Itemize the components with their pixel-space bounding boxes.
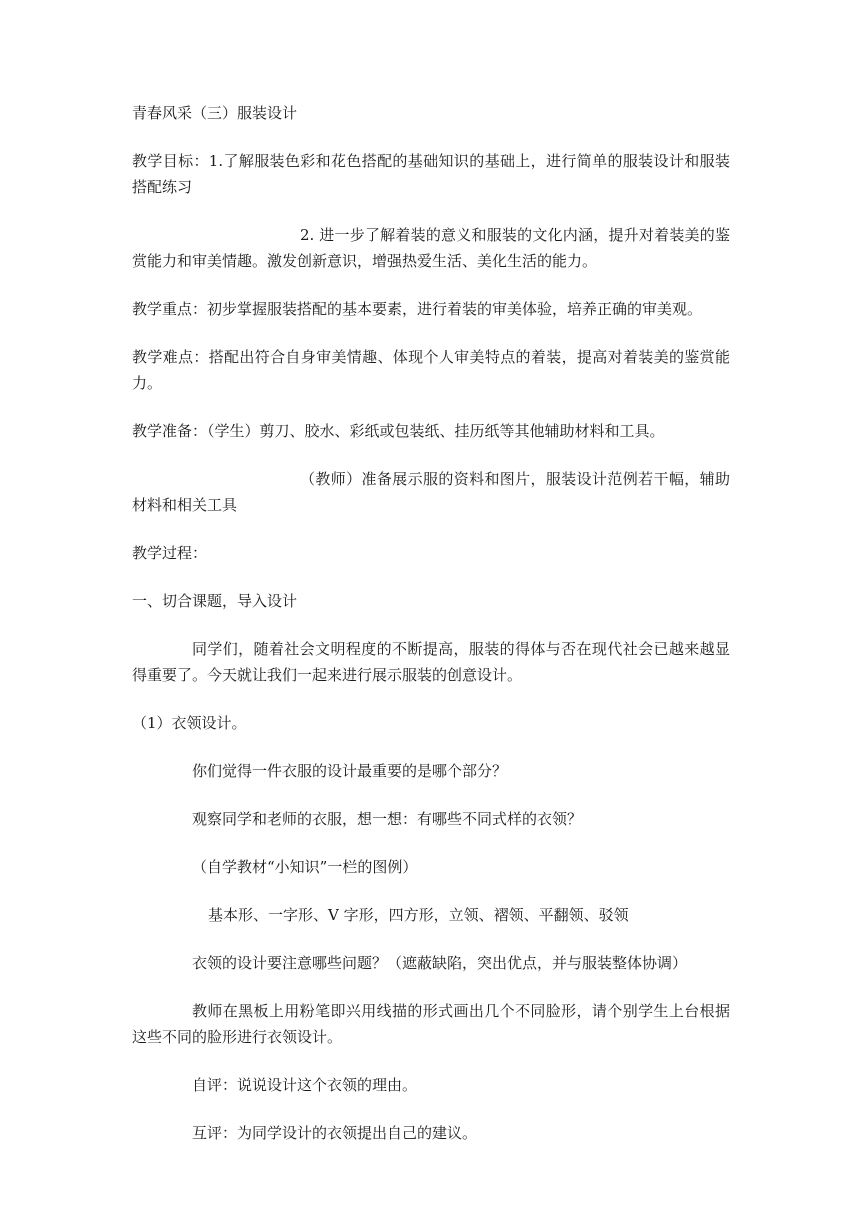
question-3: 衣领的设计要注意哪些问题？（遮蔽缺陷，突出优点，并与服装整体协调） (192, 954, 688, 972)
teaching-goal-1: 教学目标：1.了解服装色彩和花色搭配的基础知识的基础上，进行简单的服装设计和服装搭配练习 (132, 152, 730, 196)
document-body (132, 100, 730, 1168)
document-title: 青春风采（三）服装设计 (132, 104, 298, 122)
subsection-collar-design: （1）衣领设计。 (132, 714, 247, 732)
process-heading: 教学过程： (132, 544, 208, 562)
teaching-difficulty: 教学难点：搭配出符合自身审美情趣、体现个人审美特点的着装，提高对着装美的鉴赏能力。 (132, 348, 730, 392)
question-1: 你们觉得一件衣服的设计最重要的是哪个部分？ (192, 762, 508, 780)
intro-paragraph: 同学们，随着社会文明程度的不断提高，服装的得体与否在现代社会已越来越显得重要了。今天就让我们一起来进行展示服装的创意设计。 (132, 640, 730, 684)
section-heading-1: 一、切合课题，导入设计 (132, 592, 298, 610)
teaching-goal-2: 2. 进一步了解着装的意义和服装的文化内涵，提升对着装美的鉴赏能力和审美情趣。激发创新意识，增强热爱生活、美化生活的能力。 (132, 226, 730, 270)
teaching-prep-students: 教学准备：（学生）剪刀、胶水、彩纸或包装纸、挂历纸等其他辅助材料和工具。 (132, 422, 665, 440)
self-study-note: （自学教材“小知识”一栏的图例） (192, 858, 418, 876)
classroom-activity: 教师在黑板上用粉笔即兴用线描的形式画出几个不同脸形，请个别学生上台根据这些不同的脸形进行衣领设计。 (132, 1002, 730, 1046)
question-2: 观察同学和老师的衣服，想一想：有哪些不同式样的衣领？ (192, 810, 583, 828)
teaching-prep-teacher: （教师）准备展示服的资料和图片，服装设计范例若干幅，辅助材料和相关工具 (132, 470, 730, 514)
teaching-key-point: 教学重点：初步掌握服装搭配的基本要素，进行着装的审美体验，培养正确的审美观。 (132, 300, 703, 318)
peer-evaluation: 互评：为同学设计的衣领提出自己的建议。 (192, 1124, 478, 1142)
self-evaluation: 自评：说说设计这个衣领的理由。 (192, 1076, 418, 1094)
collar-types-list: 基本形、一字形、V 字形，四方形，立领、褶领、平翻领、驳领 (208, 906, 629, 924)
